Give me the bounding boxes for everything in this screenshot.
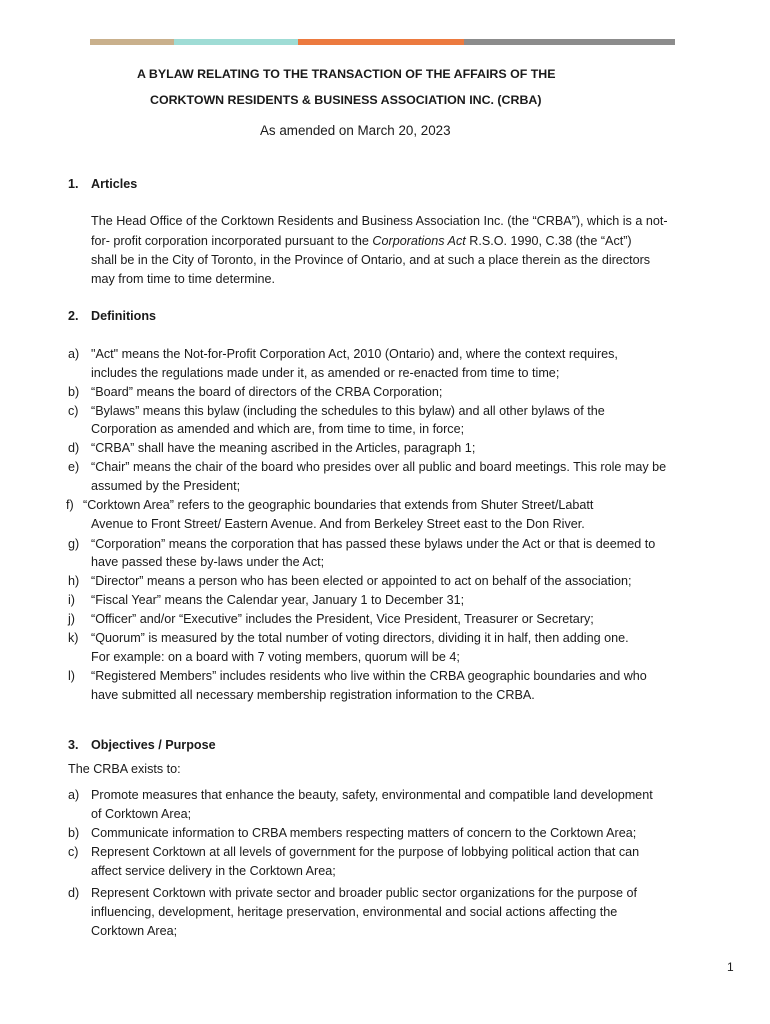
section-3-number: 3. — [68, 738, 79, 752]
def-line: “CRBA” shall have the meaning ascribed in the Articles, paragraph 1; — [91, 441, 476, 455]
def-label: f) — [66, 498, 74, 512]
objective-label: c) — [68, 845, 79, 859]
bar-segment-tan — [90, 39, 174, 45]
def-line: includes the regulations made under it, as amended or re-enacted from time to time; — [91, 366, 560, 380]
objective-line: Represent Corktown with private sector and broader public sector organizations for the purpose of — [91, 886, 638, 900]
def-label: k) — [68, 631, 79, 645]
def-line: “Bylaws” means this bylaw (including the schedules to this bylaw) and all other bylaws of the — [91, 404, 605, 418]
top-color-bar — [90, 39, 675, 45]
def-line: “Director” means a person who has been elected or appointed to act on behalf of the association; — [91, 574, 632, 588]
objective-line: Corktown Area; — [91, 924, 178, 938]
def-line: “Corktown Area” refers to the geographic boundaries that extends from Shuter Street/Labatt — [83, 498, 594, 512]
section-1-heading: Articles — [91, 177, 138, 191]
corporations-act-italic: Corporations Act — [372, 234, 466, 248]
def-label: j) — [68, 612, 75, 626]
def-line: have submitted all necessary membership registration information to the CRBA. — [91, 688, 535, 702]
articles-line-3: shall be in the City of Toronto, in the Province of Ontario, and at such a place therein as the directors — [91, 253, 651, 267]
def-line: “Corporation” means the corporation that has passed these bylaws under the Act or that is deemed to — [91, 537, 656, 551]
objectives-intro: The CRBA exists to: — [68, 762, 181, 776]
def-line: “Chair” means the chair of the board who presides over all public and board meetings. This role may be — [91, 460, 667, 474]
def-line: "Act" means the Not-for-Profit Corporation Act, 2010 (Ontario) and, where the context requires, — [91, 347, 618, 361]
section-3-heading: Objectives / Purpose — [91, 738, 216, 752]
objective-line: affect service delivery in the Corktown Area; — [91, 864, 336, 878]
objective-line: influencing, development, heritage preservation, environmental and social actions affecting the — [91, 905, 618, 919]
articles-text: for- profit corporation incorporated pursuant to the — [91, 234, 373, 248]
bar-segment-gray — [464, 39, 675, 45]
def-line: “Board” means the board of directors of the CRBA Corporation; — [91, 385, 443, 399]
amended-date: As amended on March 20, 2023 — [260, 123, 451, 138]
objective-line: of Corktown Area; — [91, 807, 192, 821]
objective-label: b) — [68, 826, 80, 840]
section-2-heading: Definitions — [91, 309, 157, 323]
def-label: l) — [68, 669, 75, 683]
section-1-number: 1. — [68, 177, 79, 191]
def-label: e) — [68, 460, 80, 474]
section-2-number: 2. — [68, 309, 79, 323]
def-line: Corporation as amended and which are, from time to time, in force; — [91, 422, 465, 436]
def-label: d) — [68, 441, 80, 455]
def-label: b) — [68, 385, 80, 399]
def-line: “Registered Members” includes residents who live within the CRBA geographic boundaries and who — [91, 669, 647, 683]
def-line: “Officer” and/or “Executive” includes the President, Vice President, Treasurer or Secretary; — [91, 612, 594, 626]
def-label: a) — [68, 347, 80, 361]
def-line: assumed by the President; — [91, 479, 241, 493]
def-label: c) — [68, 404, 79, 418]
def-label: i) — [68, 593, 75, 607]
document-title-line-2: CORKTOWN RESIDENTS & BUSINESS ASSOCIATION INC. (CRBA) — [150, 93, 542, 107]
def-label: g) — [68, 537, 80, 551]
def-line: have passed these by-laws under the Act; — [91, 555, 325, 569]
def-line: Avenue to Front Street/ Eastern Avenue. And from Berkeley Street east to the Don River. — [91, 517, 585, 531]
def-line: For example: on a board with 7 voting members, quorum will be 4; — [91, 650, 460, 664]
def-label: h) — [68, 574, 80, 588]
articles-text-cont: R.S.O. 1990, C.38 (the “Act”) — [465, 234, 632, 248]
document-title-line-1: A BYLAW RELATING TO THE TRANSACTION OF THE AFFAIRS OF THE — [137, 67, 556, 81]
articles-line-1: The Head Office of the Corktown Residents and Business Association Inc. (the “CRBA”), which is a not- — [91, 214, 668, 228]
def-line: “Quorum” is measured by the total number of voting directors, dividing it in half, then adding one. — [91, 631, 629, 645]
objective-line: Promote measures that enhance the beauty, safety, environmental and compatible land development — [91, 788, 653, 802]
def-line: “Fiscal Year” means the Calendar year, January 1 to December 31; — [91, 593, 465, 607]
page-number: 1 — [727, 960, 734, 974]
objective-label: d) — [68, 886, 80, 900]
articles-line-4: may from time to time determine. — [91, 272, 276, 286]
bar-segment-teal — [174, 39, 298, 45]
articles-line-2 — [91, 232, 632, 250]
objective-label: a) — [68, 788, 80, 802]
objective-line: Represent Corktown at all levels of government for the purpose of lobbying political action that can — [91, 845, 640, 859]
bar-segment-orange — [298, 39, 464, 45]
objective-line: Communicate information to CRBA members respecting matters of concern to the Corktown Area; — [91, 826, 637, 840]
